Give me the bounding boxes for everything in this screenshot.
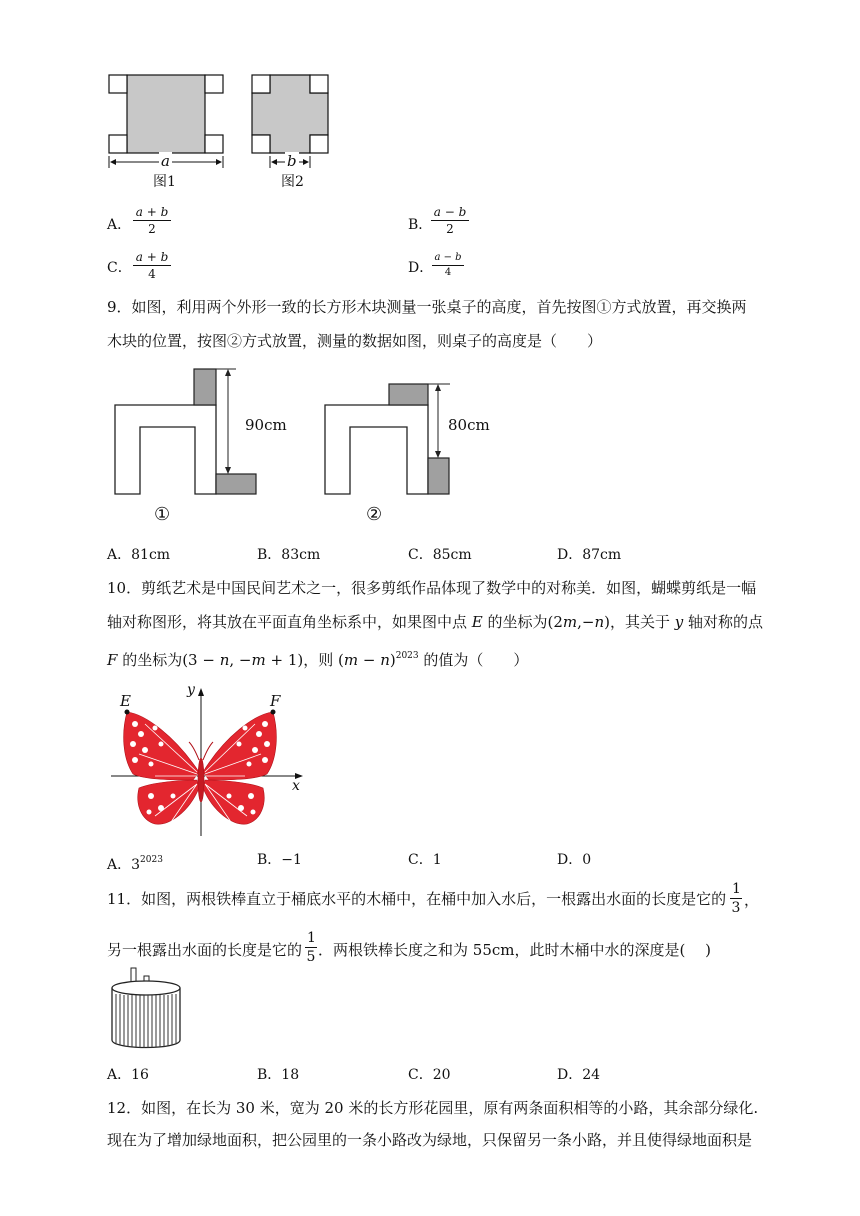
q10-option-d-letter: D． <box>557 852 583 868</box>
q10-option-c-text: 1 <box>432 852 442 868</box>
q10-line-3-c: + 1)，则 ( <box>265 651 344 669</box>
q9-option-c-letter: C． <box>408 547 433 563</box>
q8-option-b-fraction <box>431 205 469 236</box>
q10-line-2-E: E <box>471 613 483 631</box>
q12-line-2: 现在为了增加绿地面积，把公园里的一条小路改为绿地，只保留另一条小路，并且使得绿地面积是 <box>107 1131 753 1149</box>
q11-line-2-b: ．两根铁棒长度之和为 55cm，此时木桶中水的深度是( ) <box>318 941 711 959</box>
q11-option-c[interactable] <box>408 1066 451 1084</box>
q9-line-1: 9．如图，利用两个外形一致的长方形木块测量一张桌子的高度，首先按图①方式放置，再交换两 <box>107 298 747 316</box>
q8-dim-a: a <box>161 152 170 170</box>
q9-fig2-label: ② <box>366 504 383 525</box>
q10-axis-x: x <box>292 778 300 794</box>
q10-line-3-F: F <box>107 651 118 669</box>
q8-option-d-fraction <box>432 252 464 279</box>
q11-option-c-letter: C． <box>408 1067 433 1083</box>
q8-option-c-letter[interactable]: C． <box>107 260 132 276</box>
q8-fig2-label: 图2 <box>281 174 304 190</box>
q10-option-a-letter: A． <box>107 857 132 873</box>
q10-option-a-exp: 2023 <box>140 855 163 865</box>
q9-option-d-text: 87cm <box>582 547 622 563</box>
q9-line-2: 木块的位置，按图②方式放置，测量的数据如图，则桌子的高度是（ ） <box>107 332 603 350</box>
q10-line-3-exp: 2023 <box>395 651 419 661</box>
q10-line-3-b: , − <box>229 651 252 669</box>
q8-option-c-fraction <box>133 250 171 281</box>
q10-line-3-e: ) <box>389 651 396 669</box>
q11-option-a[interactable] <box>107 1066 149 1084</box>
q9-option-d-letter: D． <box>557 547 583 563</box>
q10-line-3-m2: m <box>343 651 359 669</box>
q11-option-d-text: 24 <box>582 1067 601 1083</box>
q8-option-d-den: 4 <box>444 267 452 278</box>
q8-option-a-letter[interactable]: A． <box>107 217 132 233</box>
q9-option-a-letter: A． <box>107 547 132 563</box>
q9-option-b[interactable] <box>257 546 320 564</box>
q9-fig1-label: ① <box>154 504 171 525</box>
q11-option-a-text: 16 <box>131 1067 149 1083</box>
q8-option-a-den: 2 <box>148 222 156 236</box>
q10-line-2-m: m <box>562 613 578 631</box>
q10-line-2-n: n <box>594 613 605 631</box>
q10-option-a-text: 3 <box>131 857 141 873</box>
q11-fraction-1 <box>730 881 742 916</box>
q11-option-b-text: 18 <box>281 1067 300 1083</box>
q10-line-2-e: 轴对称的点 <box>683 613 764 631</box>
q10-line-2-y: y <box>674 613 684 631</box>
q11-fraction-2-num: 1 <box>307 930 316 946</box>
q8-option-b-num: a − b <box>433 205 467 219</box>
q9-option-b-letter: B． <box>257 547 282 563</box>
q9-option-d[interactable] <box>557 546 621 564</box>
butterfly-shape <box>124 712 277 824</box>
q10-option-d[interactable] <box>557 851 591 869</box>
q9-fig1-table <box>115 369 256 494</box>
q10-option-c-letter: C． <box>408 852 433 868</box>
q8-option-b-letter[interactable]: B． <box>408 217 433 233</box>
q11-option-b[interactable] <box>257 1066 299 1084</box>
q10-line-2-d: )，其关于 <box>604 613 675 631</box>
q11-line-2 <box>107 940 711 960</box>
q9-option-c[interactable] <box>408 546 472 564</box>
q9-option-a[interactable] <box>107 546 170 564</box>
q11-line-2-a: 另一根露出水面的长度是它的 <box>107 941 303 959</box>
q11-fraction-2-den: 5 <box>306 949 316 965</box>
q11-fraction-1-den: 3 <box>731 900 741 916</box>
q11-line-1-text: 11．如图，两根铁棒直立于桶底水平的木桶中，在桶中加入水后，一根露出水面的长度是它的 <box>107 890 727 908</box>
q8-option-a-num: a + b <box>135 205 169 219</box>
q8-dim-b: b <box>287 152 297 170</box>
q10-point-E: E <box>120 692 131 710</box>
q10-line-2 <box>107 612 763 632</box>
q11-option-b-letter: B． <box>257 1067 282 1083</box>
q11-option-a-letter: A． <box>107 1067 132 1083</box>
q11-fraction-1-num: 1 <box>732 881 741 897</box>
q11-fraction-2 <box>305 930 317 965</box>
q8-option-c-num: a + b <box>135 250 169 264</box>
q8-option-d-letter[interactable]: D． <box>408 260 434 276</box>
q9-option-a-text: 81cm <box>131 547 171 563</box>
q11-option-d[interactable] <box>557 1066 600 1084</box>
q9-fig1-measure: 90cm <box>245 416 287 434</box>
q11-line-1-end: ， <box>744 891 760 909</box>
q10-line-3-a: 的坐标为(3 − <box>117 651 220 669</box>
q10-line-3 <box>107 646 528 670</box>
q10-line-2-b: 的坐标为(2 <box>482 613 563 631</box>
q11-barrel-figure <box>108 966 184 1052</box>
q11-line-1 <box>107 889 726 909</box>
q10-option-b-text: −1 <box>281 852 302 868</box>
q12-line-1: 12．如图，在长为 30 米，宽为 20 米的长方形花园里，原有两条面积相等的小路，其余部分绿化. <box>107 1099 759 1117</box>
q10-option-b[interactable] <box>257 851 302 869</box>
q8-option-c-den: 4 <box>148 267 156 281</box>
q10-option-d-text: 0 <box>582 852 592 868</box>
q9-option-b-text: 83cm <box>281 547 321 563</box>
q9-fig2-table <box>325 384 450 494</box>
q10-line-2-a: 轴对称图形，将其放在平面直角坐标系中，如果图中点 <box>107 613 472 631</box>
q8-option-d-num: a − b <box>434 252 462 263</box>
q10-axis-y: y <box>187 682 195 698</box>
q8-option-a-fraction <box>133 205 171 236</box>
q8-option-b-den: 2 <box>446 222 454 236</box>
q10-line-1: 10．剪纸艺术是中国民间艺术之一，很多剪纸作品体现了数学中的对称美．如图，蝴蝶剪纸是一幅 <box>107 579 757 597</box>
q11-option-c-text: 20 <box>432 1067 451 1083</box>
q8-figure <box>100 68 340 193</box>
q8-fig1-label: 图1 <box>153 174 176 190</box>
q10-line-3-f: 的值为（ ） <box>418 651 529 669</box>
q10-line-3-m: m <box>251 651 266 669</box>
q10-line-2-c: ,− <box>577 613 595 631</box>
q9-fig2-measure: 80cm <box>448 416 490 434</box>
q10-line-3-n2: n <box>380 651 390 669</box>
q10-option-a[interactable] <box>107 851 163 874</box>
q10-option-b-letter: B． <box>257 852 282 868</box>
q10-point-F: F <box>270 692 281 710</box>
q11-option-d-letter: D． <box>557 1067 583 1083</box>
q10-line-3-n: n <box>219 651 230 669</box>
q10-line-3-d: − <box>358 651 381 669</box>
q10-option-c[interactable] <box>408 851 442 869</box>
q9-option-c-text: 85cm <box>432 547 472 563</box>
